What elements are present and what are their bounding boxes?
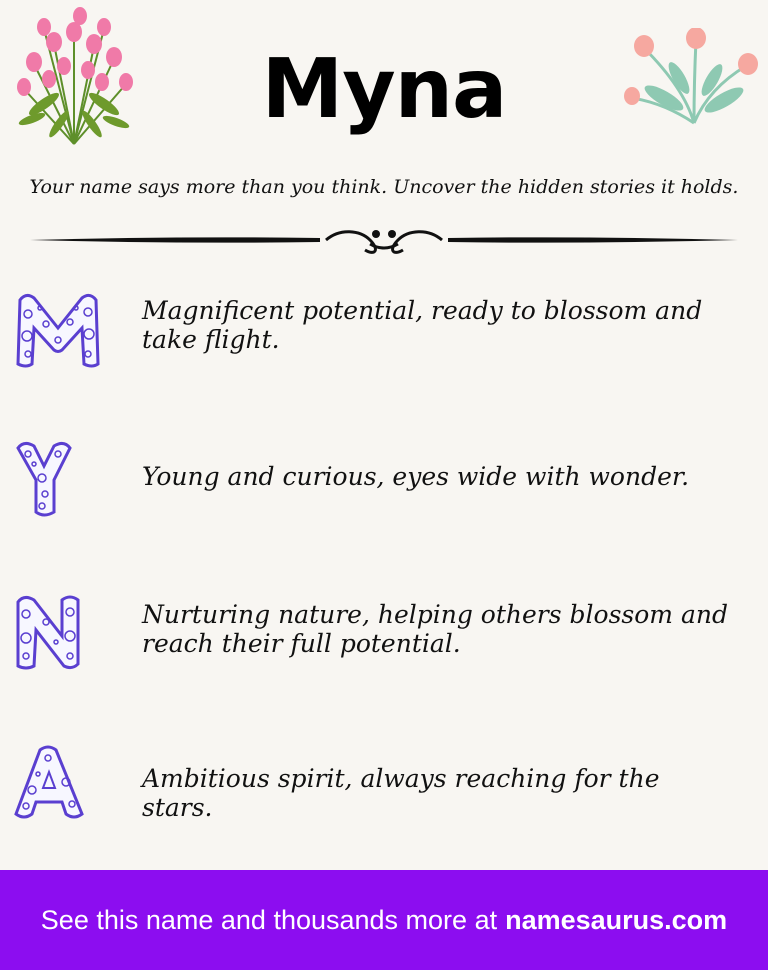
letter-meaning: Young and curious, eyes wide with wonder. — [142, 462, 690, 491]
footer-banner — [0, 870, 768, 970]
letter-n-icon — [12, 592, 104, 672]
page-title: Myna — [261, 42, 507, 137]
letter-meaning: Magnificent potential, ready to blossom and take flight. — [142, 296, 703, 354]
ornament-divider-icon — [30, 222, 738, 258]
letter-meaning: Nurturing nature, helping others blossom and reach their full potential. — [142, 600, 728, 658]
tagline: Your name says more than you think. Uncover the hidden stories it holds. — [29, 176, 739, 198]
letter-meaning: Ambitious spirit, always reaching for the stars. — [142, 764, 660, 822]
letter-y-icon — [12, 440, 104, 520]
footer-text: See this name and thousands more at — [40, 904, 498, 935]
letter-m-icon — [12, 290, 104, 370]
letter-a-icon — [12, 742, 104, 822]
footer-site-link[interactable]: namesaurus.com — [505, 904, 728, 935]
